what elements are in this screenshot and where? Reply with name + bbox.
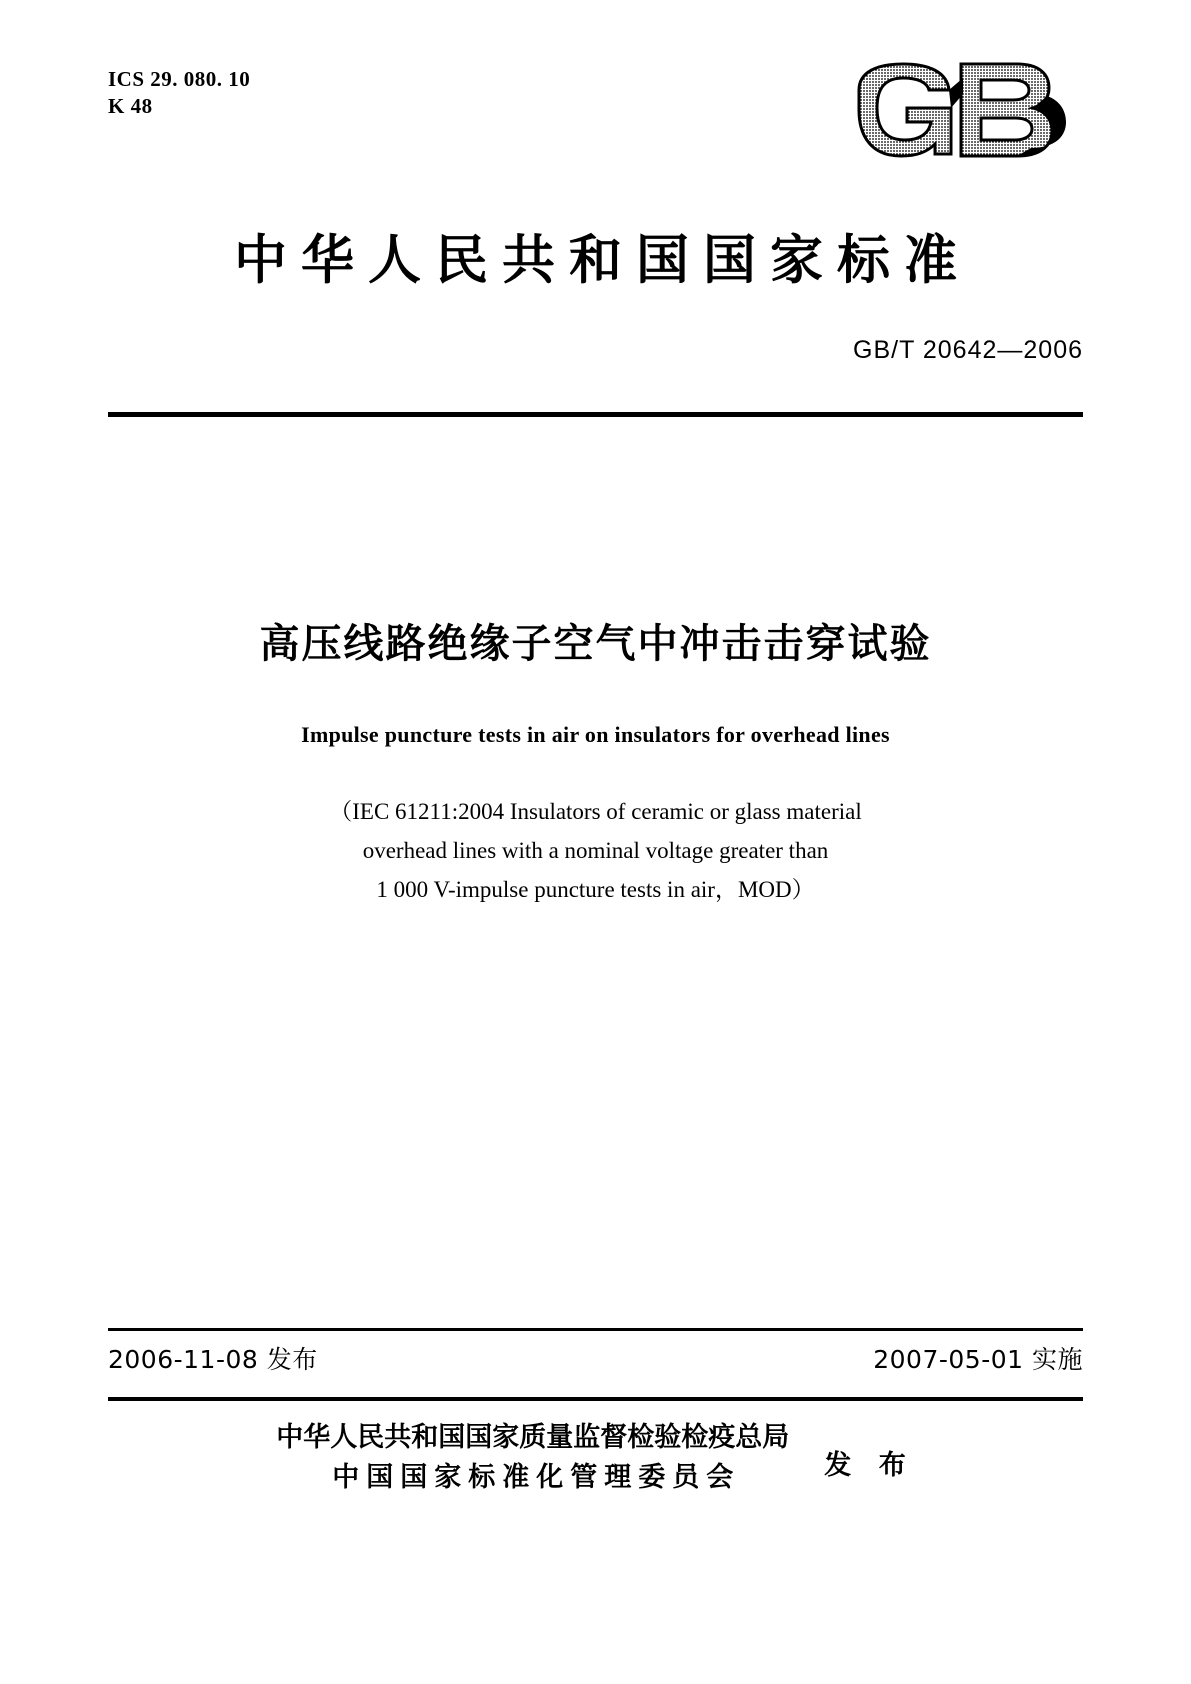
classification-number: K 48 — [108, 94, 153, 118]
ics-number: ICS 29. 080. 10 — [108, 67, 251, 91]
source-note-line-1: （IEC 61211:2004 Insulators of ceramic or glass material — [329, 799, 862, 824]
gb-emblem-icon — [851, 60, 1091, 195]
document-title-english: Impulse puncture tests in air on insulators for overhead lines — [301, 722, 890, 747]
header-divider — [108, 412, 1083, 417]
ics-classification-block — [108, 66, 250, 120]
source-note-line-3: 1 000 V-impulse puncture tests in air，MOD） — [376, 877, 815, 902]
organization-names — [276, 1418, 789, 1498]
source-standard-note — [0, 792, 1191, 909]
organization-line-2: 中国国家标准化管理委员会 — [332, 1462, 741, 1493]
footer-divider-top — [108, 1328, 1083, 1331]
organization-line-1: 中华人民共和国国家质量监督检验检疫总局 — [276, 1422, 790, 1453]
footer-divider-bottom — [108, 1397, 1083, 1401]
source-note-line-2: overhead lines with a nominal voltage greater than — [362, 838, 829, 863]
standard-number: GB/T 20642—2006 — [853, 336, 1083, 364]
national-standard-title: 中华人民共和国国家标准 — [234, 230, 971, 291]
document-title-chinese: 高压线路绝缘子空气中冲击击穿试验 — [259, 621, 932, 667]
implementation-date: 2007-05-01 实施 — [873, 1345, 1083, 1374]
issuing-organizations — [0, 1418, 1191, 1498]
issue-date: 2006-11-08 发布 — [108, 1345, 318, 1374]
publish-label: 发 布 — [824, 1449, 915, 1481]
